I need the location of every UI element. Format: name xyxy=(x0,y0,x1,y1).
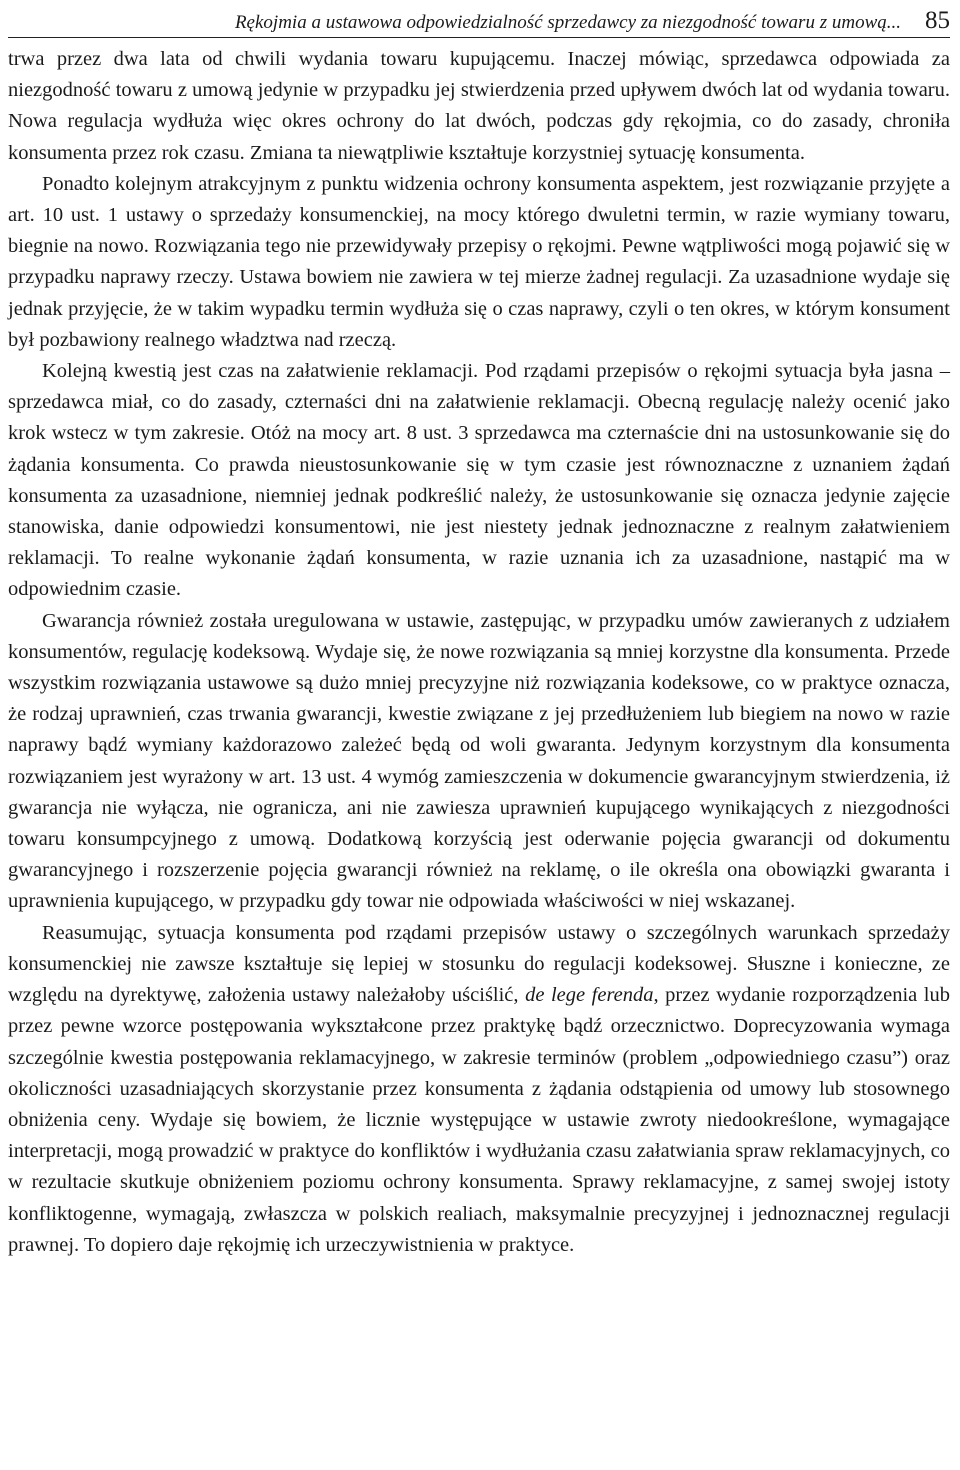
paragraph-summary xyxy=(8,918,950,1261)
latin-phrase: de lege ferenda xyxy=(525,984,654,1007)
running-title: Rękojmia a ustawowa odpowiedzialność sprzedawcy za niezgodność towaru z umową... xyxy=(234,12,901,33)
paragraph-complaint-handling-time: Kolejną kwestią jest czas na załatwienie reklamacji. Pod rządami przepisów o rękojmi sytuacja była jasna – sprzedawca miał, co do zasady, czternaści dni na załatwienie reklamacji. Obecną regulację należy ocenić jako krok wstecz w tym zakresie. Otóż na mocy art. 8 ust. 3 sprzedawca ma czternaście dni na ustosunkowanie się do żądania konsumenta. Co prawda nieustosunkowanie się w tym czasie jest równoznaczne z uznaniem żądań konsumenta za uzasadnione, niemniej jednak podkreślić należy, że ustosunkowanie się oznacza jedynie zajęcie stanowiska, danie odpowiedzi konsumentowi, nie jest niestety jednak jednoznaczne z realnym załatwieniem reklamacji. To realne wykonanie żądań konsumenta, w razie uznania ich za uzasadnione, nastąpić ma w odpowiednim czasie. xyxy=(8,360,950,601)
paragraph-guarantee-regulation: Gwarancja również została uregulowana w ustawie, zastępując, w przypadku umów zawieranych z udziałem konsumentów, regulację kodeksową. Wydaje się, że nowe rozwiązania są mniej korzystne dla konsumenta. Przede wszystkim rozwiązania ustawowe są dużo mniej precyzyjne niż rozwiązania kodeksowe, co w praktyce oznacza, że rodzaj uprawnień, czas trwania gwarancji, kwestie związane z jej przedłużeniem lub biegiem na nowo w razie naprawy bądź wymiany każdorazowo zależeć będą od woli gwaranta. Jedynym korzystnym dla konsumenta rozwiązaniem jest wyrażony w art. 13 ust. 4 wymóg zamieszczenia w dokumencie gwarancyjnym stwierdzenia, iż gwarancja nie wyłącza, nie ogranicza, ani nie zawiesza uprawnień kupującego wynikających z niezgodności towaru konsumpcyjnego z umową. Dodatkową korzyścią jest oderwanie pojęcia gwarancji od dokumentu gwarancyjnego i rozszerzenie pojęcia gwarancji również na reklamę, o ile określa ona obowiązki gwaranta i uprawnienia kupującego, w przypadku gdy towar nie odpowiada właściwości w niej wskazanej. xyxy=(8,609,950,913)
page-number: 85 xyxy=(925,7,950,34)
paragraph-continued: trwa przez dwa lata od chwili wydania towaru kupującemu. Inaczej mówiąc, sprzedawca odpowiada za niezgodność towaru z umową jedynie w przypadku jej stwierdzenia przed upływem dwóch lat od wydania towaru. Nowa regulacja wydłuża więc okres ochrony do lat dwóch, podczas gdy rękojmia, co do zasady, chroniła konsumenta przez rok czasu. Zmiana ta niewątpliwie kształtuje korzystniej sytuację konsumenta. xyxy=(8,48,950,164)
summary-text-before: Reasumując, sytuacja konsumenta pod rządami przepisów ustawy o szczególnych warunkach sprzedaży konsumenckiej nie zawsze kształtuje się lepiej w stosunku do regulacji kodeksowej. Słuszne i konieczne, ze względu na dyrektywę, założenia ustawy należałoby uściślić, xyxy=(8,921,950,1007)
body-text xyxy=(8,44,950,1261)
paragraph-warranty-term-renewal: Ponadto kolejnym atrakcyjnym z punktu widzenia ochrony konsumenta aspektem, jest rozwiązanie przyjęte a art. 10 ust. 1 ustawy o sprzedaży konsumenckiej, na mocy którego dwuletni termin, w razie wymiany towaru, biegnie na nowo. Rozwiązania tego nie przewidywały przepisy o rękojmi. Pewne wątpliwości mogą pojawić się w przypadku naprawy rzeczy. Ustawa bowiem nie zawiera w tej mierze żadnej regulacji. Za uzasadnione wydaje się jednak przyjęcie, że w takim wypadku termin wydłuża się o czas naprawy, czyli o ten okres, w którym konsument był pozbawiony realnego władztwa nad rzeczą. xyxy=(8,172,950,351)
page-header xyxy=(8,4,950,38)
summary-text-after: , przez wydanie rozporządzenia lub przez pewne wzorce postępowania wykształcone przez praktykę bądź orzecznictwo. Doprecyzowania wymaga szczególnie kwestia postępowania reklamacyjnego, w zakresie terminów (problem „odpowiedniego czasu”) oraz okoliczności uzasadniających skorzystanie przez konsumenta z żądania odstąpienia od umowy lub stosownego obniżenia ceny. Wydaje się bowiem, że licznie występujące w ustawie zwroty niedookreślone, wymagające interpretacji, mogą prowadzić w praktyce do konfliktów i wydłużania czasu załatwiania spraw reklamacyjnych, co w rezultacie skutkuje obniżeniem poziomu ochrony konsumenta. Sprawy reklamacyjne, z samej swojej istoty konfliktogenne, wymagają, zwłaszcza w polskich realiach, maksymalnie precyzyjnej i jednoznacznej regulacji prawnej. To dopiero daje rękojmię ich urzeczywistnienia w praktyce. xyxy=(8,984,950,1256)
